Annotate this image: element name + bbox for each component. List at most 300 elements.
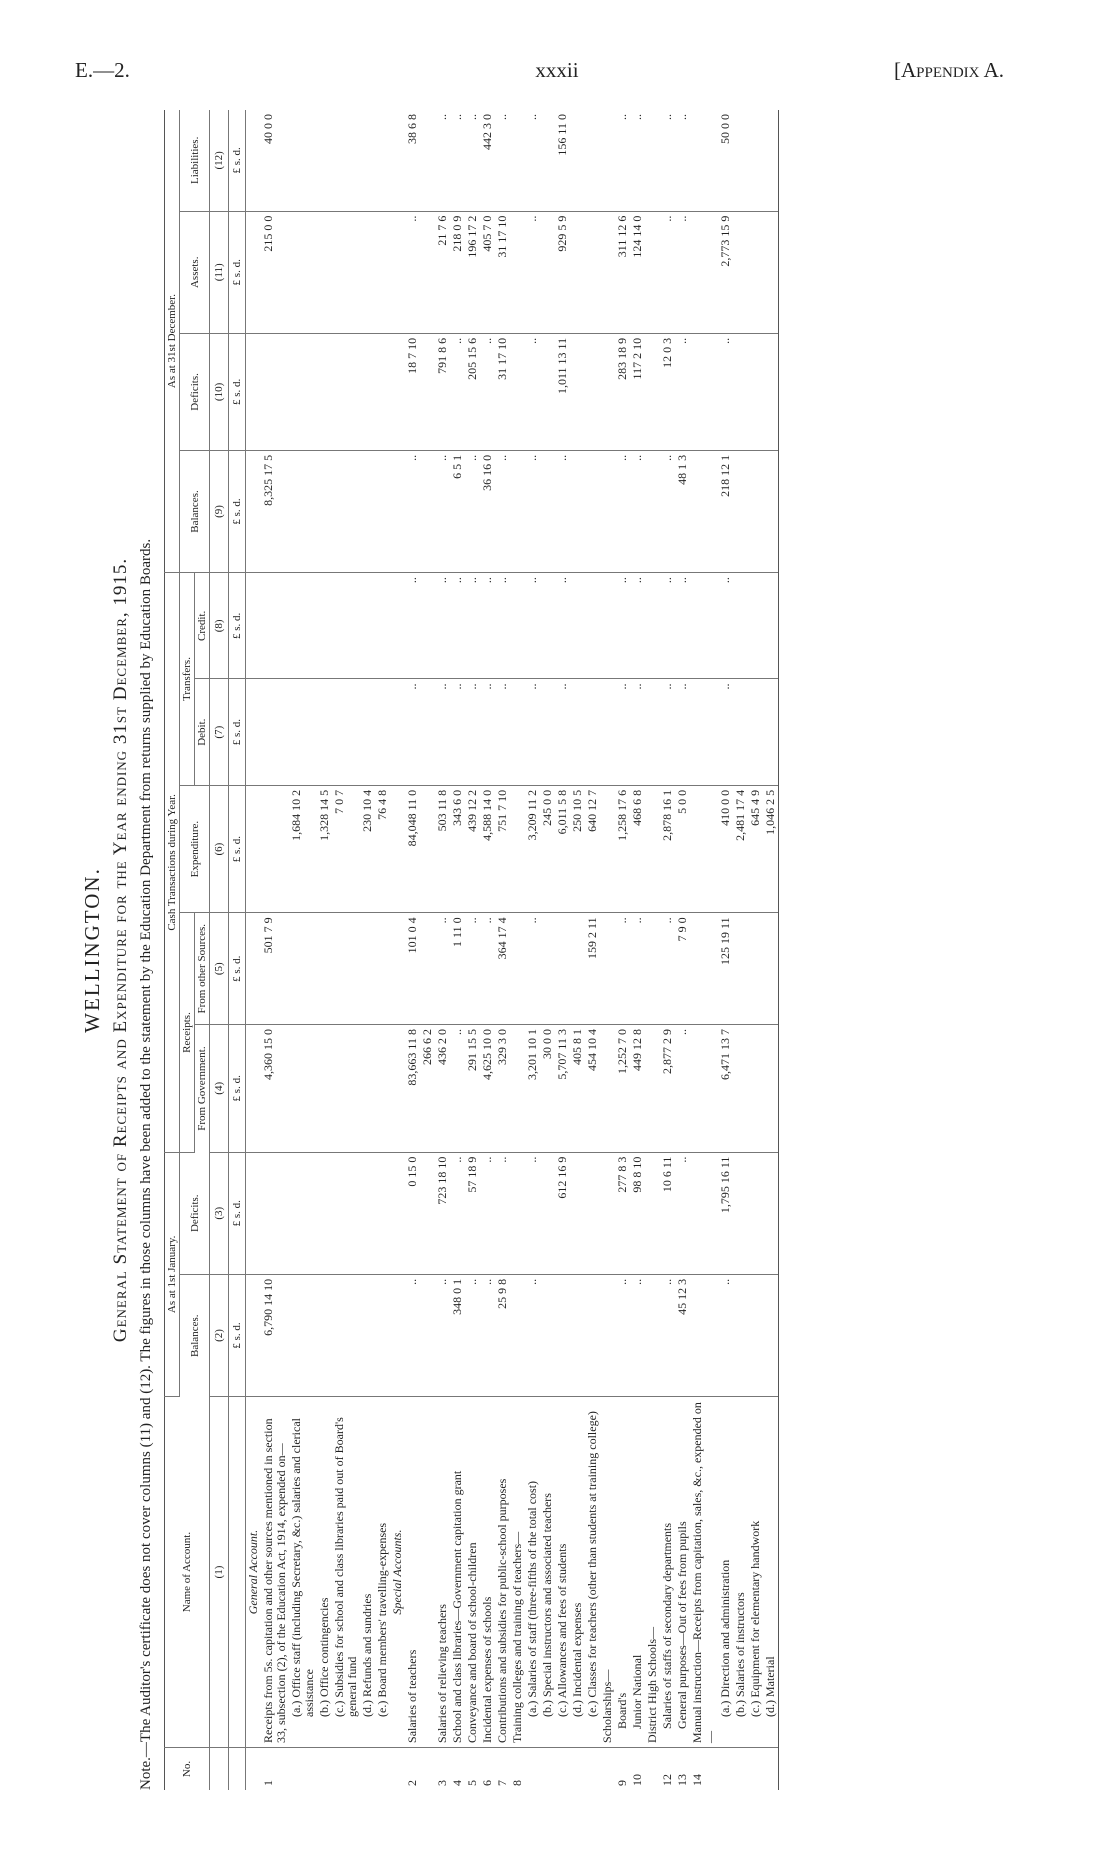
cell-c5 [360,913,375,1025]
unit-blank [229,1747,246,1790]
account-name: Salaries of relieving teachers [435,1397,450,1748]
cell-c12: .. [675,110,690,211]
cell-c2 [585,1274,600,1396]
cell-c4: 1,252 7 0 [615,1025,630,1153]
cell-c4 [246,1025,262,1153]
cell-c6 [420,785,435,913]
account-name: (a.) Office staff (including Secretary, &c.) salaries and clerical assistance [289,1397,317,1748]
account-name [420,1397,435,1748]
cell-c3 [375,1152,390,1274]
account-name: Incidental expenses of schools [480,1397,495,1748]
col-c10: Deficits. [180,333,210,450]
cell-c6: 84,048 11 0 [405,785,420,913]
cell-c2: .. [660,1274,675,1396]
cell-c8 [645,573,660,679]
cell-c9 [645,450,660,572]
cell-c2 [645,1274,660,1396]
account-name: (d.) Incidental expenses [570,1397,585,1748]
cell-c12: .. [435,110,450,211]
cell-c6 [645,785,660,913]
cell-c5 [690,913,718,1025]
cell-c6: 468 6 8 [630,785,645,913]
table-row [495,110,510,1790]
cell-c8: .. [480,573,495,679]
unit-12: £ s. d. [229,110,246,211]
cell-c12 [645,110,660,211]
cell-c7: .. [435,679,450,785]
cell-c7 [510,679,525,785]
row-number [420,1747,435,1790]
cell-c6: 439 12 2 [465,785,480,913]
unit-7: £ s. d. [229,679,246,785]
cell-c8: .. [615,573,630,679]
cell-c4: 6,471 13 7 [718,1025,733,1153]
cell-c9: 6 5 1 [450,450,465,572]
cell-c11: 218 0 9 [450,211,465,333]
cell-c7 [540,679,555,785]
cell-c3 [317,1152,332,1274]
cell-c12 [390,110,405,211]
unit-4: £ s. d. [229,1025,246,1153]
cell-c5 [375,913,390,1025]
colnum-12: (12) [210,110,229,211]
cell-c5: .. [525,913,540,1025]
cell-c5: 101 0 4 [405,913,420,1025]
cell-c6: 1,258 17 6 [615,785,630,913]
cell-c8: .. [405,573,420,679]
cell-c11 [289,211,317,333]
table-row [317,110,332,1790]
cell-c4: .. [675,1025,690,1153]
cell-c5 [570,913,585,1025]
cell-c2 [420,1274,435,1396]
table-row [465,110,480,1790]
cell-c6: 76 4 8 [375,785,390,913]
cell-c7 [375,679,390,785]
cell-c8 [540,573,555,679]
colnum-6: (6) [210,785,229,913]
cell-c11: .. [405,211,420,333]
cell-c4 [510,1025,525,1153]
cell-c5: 1 11 0 [450,913,465,1025]
cell-c7: .. [495,679,510,785]
account-name: (e.) Classes for teachers (other than students at training college) [585,1397,600,1748]
cell-c10: 31 17 10 [495,333,510,450]
cell-c3 [733,1152,748,1274]
cell-c10 [585,333,600,450]
cell-c10 [289,333,317,450]
cell-c3: 10 6 11 [660,1152,675,1274]
cell-c12: 442 3 0 [480,110,495,211]
cell-c6: 4,588 14 0 [480,785,495,913]
cell-c4 [317,1025,332,1153]
cell-c8 [360,573,375,679]
cell-c3: .. [525,1152,540,1274]
cell-c4: 405 8 1 [570,1025,585,1153]
cell-c7 [600,679,615,785]
cell-c9 [246,450,262,572]
cell-c10 [261,333,289,450]
cell-c8: .. [435,573,450,679]
cell-c10 [317,333,332,450]
cell-c5: .. [465,913,480,1025]
cell-c11 [420,211,435,333]
cell-c5: 501 7 9 [261,913,289,1025]
cell-c9 [420,450,435,572]
account-name: (c.) Equipment for elementary handwork [748,1397,763,1748]
cell-c7 [390,679,405,785]
account-name: Salaries of staffs of secondary departments [660,1397,675,1748]
cell-c4: 266 6 2 [420,1025,435,1153]
cell-c10: 791 8 6 [435,333,450,450]
cell-c4: 329 3 0 [495,1025,510,1153]
cell-c5 [763,913,779,1025]
cell-c12 [246,110,262,211]
colnum-8: (8) [210,573,229,679]
cell-c6: 343 6 0 [450,785,465,913]
cell-c3: 612 16 9 [555,1152,570,1274]
cell-c5 [555,913,570,1025]
cell-c10: .. [525,333,540,450]
cell-c4 [600,1025,615,1153]
doc-subtitle: General Statement of Receipts and Expenditure for the Year ending 31st December, 1915. [110,557,131,1343]
row-number [570,1747,585,1790]
row-number [317,1747,332,1790]
colnum-1: (1) [210,1397,229,1748]
cell-c9: .. [660,450,675,572]
cell-c12 [570,110,585,211]
col-c9: Balances. [180,450,210,572]
cell-c4 [733,1025,748,1153]
cell-c7 [261,679,289,785]
cell-c2 [690,1274,718,1396]
cell-c11: 929 5 9 [555,211,570,333]
cell-c3: 277 8 3 [615,1152,630,1274]
cell-c10 [645,333,660,450]
cell-c7 [246,679,262,785]
cell-c11: 2,773 15 9 [718,211,733,333]
row-number [645,1747,660,1790]
cell-c12: .. [660,110,675,211]
cell-c11 [733,211,748,333]
cell-c8 [332,573,360,679]
row-number: 6 [480,1780,494,1786]
table-row [435,110,450,1790]
cell-c6: 751 7 10 [495,785,510,913]
colnum-blank [210,1747,229,1790]
row-number [555,1747,570,1790]
cell-c8 [261,573,289,679]
account-name: (d.) Refunds and sundries [360,1397,375,1748]
cell-c12: .. [525,110,540,211]
cell-c8: .. [555,573,570,679]
cell-c12 [510,110,525,211]
cell-c7: .. [480,679,495,785]
account-name: District High Schools— [645,1397,660,1748]
cell-c3 [585,1152,600,1274]
cell-c2: 6,790 14 10 [261,1274,289,1396]
account-name: Special Accounts. [390,1397,405,1748]
table-row [585,110,600,1790]
cell-c11: 21 7 6 [435,211,450,333]
cell-c5: 125 19 11 [718,913,733,1025]
cell-c2: .. [435,1274,450,1396]
cell-c7: .. [450,679,465,785]
cell-c9: .. [435,450,450,572]
cell-c9 [600,450,615,572]
cell-c3: .. [450,1152,465,1274]
cell-c8 [733,573,748,679]
cell-c3 [748,1152,763,1274]
cell-c8: .. [630,573,645,679]
unit-2: £ s. d. [229,1274,246,1396]
cell-c4: 4,360 15 0 [261,1025,289,1153]
cell-c3 [540,1152,555,1274]
col-c11: Assets. [180,211,210,333]
table-row [360,110,375,1790]
cell-c10 [690,333,718,450]
cell-c8 [763,573,779,679]
cell-c7 [763,679,779,785]
cell-c8: .. [718,573,733,679]
table-row [555,110,570,1790]
cell-c5: 159 2 11 [585,913,600,1025]
cell-c5 [748,913,763,1025]
cell-c8 [317,573,332,679]
cell-c4 [289,1025,317,1153]
cell-c4: 30 0 0 [540,1025,555,1153]
cell-c5: .. [630,913,645,1025]
cell-c4 [390,1025,405,1153]
account-name: Scholarships— [600,1397,615,1748]
table-head [165,110,246,1790]
colnum-7: (7) [210,679,229,785]
cell-c4 [690,1025,718,1153]
cell-c12 [763,110,779,211]
cell-c5 [332,913,360,1025]
cell-c10: 205 15 6 [465,333,480,450]
cell-c2: .. [630,1274,645,1396]
cell-c2: .. [480,1274,495,1396]
cell-c3: 98 8 10 [630,1152,645,1274]
account-name: General purposes—Out of fees from pupils [675,1397,690,1748]
table-row [289,110,317,1790]
cell-c6: 230 10 4 [360,785,375,913]
col-c12: Liabilities. [180,110,210,211]
table-body [246,110,779,1790]
cell-c8: .. [660,573,675,679]
account-name: Manual instruction—Receipts from capitation, sales, &c., expended on— [690,1397,718,1748]
table-row [645,110,660,1790]
cell-c3 [332,1152,360,1274]
cell-c3 [645,1152,660,1274]
account-name: Junior National [630,1397,645,1748]
table-row [570,110,585,1790]
cell-c11 [645,211,660,333]
cell-c7 [733,679,748,785]
cell-c10 [332,333,360,450]
cell-c3 [420,1152,435,1274]
table-row [405,110,420,1790]
cell-c5: .. [480,913,495,1025]
col-c8: Credit. [195,573,210,679]
account-name: (e.) Board members' travelling-expenses [375,1397,390,1748]
cell-c9: 48 1 3 [675,450,690,572]
table-row [660,110,675,1790]
cell-c11: 215 0 0 [261,211,289,333]
cell-c4: 3,201 10 1 [525,1025,540,1153]
account-name: Contributions and subsidies for public-school purposes [495,1397,510,1748]
cell-c12 [748,110,763,211]
cell-c12 [585,110,600,211]
cell-c11: 124 14 0 [630,211,645,333]
unit-11: £ s. d. [229,211,246,333]
cell-c9: 8,325 17 5 [261,450,289,572]
table-row [600,110,615,1790]
unit-8: £ s. d. [229,573,246,679]
cell-c4 [375,1025,390,1153]
cell-c9: .. [555,450,570,572]
cell-c10 [540,333,555,450]
account-name: (d.) Material [763,1397,779,1748]
cell-c10 [600,333,615,450]
cell-c12: 38 6 8 [405,110,420,211]
cell-c3 [510,1152,525,1274]
table-row [733,110,748,1790]
cell-c3: 723 18 10 [435,1152,450,1274]
cell-c2: .. [405,1274,420,1396]
cell-c11 [763,211,779,333]
colnum-5: (5) [210,913,229,1025]
col-name: Name of Account. [165,1397,210,1748]
cell-c4 [763,1025,779,1153]
page-ref-left: E.—2. [75,58,130,82]
cell-c3 [289,1152,317,1274]
cell-c2 [540,1274,555,1396]
cell-c2 [332,1274,360,1396]
table-row [375,110,390,1790]
cell-c11 [570,211,585,333]
cell-c9: .. [630,450,645,572]
cell-c6: 1,046 2 5 [763,785,779,913]
cell-c12 [690,110,718,211]
cell-c9 [690,450,718,572]
unit-3: £ s. d. [229,1152,246,1274]
cell-c7: .. [465,679,480,785]
cell-c6: 640 12 7 [585,785,600,913]
cell-c2 [510,1274,525,1396]
cell-c3: .. [480,1152,495,1274]
cell-c6: 2,878 16 1 [660,785,675,913]
cell-c4: 5,707 11 3 [555,1025,570,1153]
table-row [718,110,733,1790]
row-number [525,1747,540,1790]
cell-c3 [690,1152,718,1274]
cell-c11 [332,211,360,333]
cell-c7 [289,679,317,785]
cell-c2: .. [525,1274,540,1396]
colnum-10: (10) [210,333,229,450]
cell-c11: .. [675,211,690,333]
cell-c8 [289,573,317,679]
cell-c11 [690,211,718,333]
cell-c9 [733,450,748,572]
account-name: (c.) Allowances and fees of students [555,1397,570,1748]
cell-c12 [375,110,390,211]
cell-c11: 31 17 10 [495,211,510,333]
cell-c2: 348 0 1 [450,1274,465,1396]
cell-c7 [690,679,718,785]
cell-c5 [289,913,317,1025]
cell-c11 [510,211,525,333]
cell-c5 [317,913,332,1025]
cell-c3: .. [675,1152,690,1274]
cell-c6: 5 0 0 [675,785,690,913]
cell-c10: 1,011 13 11 [555,333,570,450]
row-number [748,1747,763,1790]
cell-c4: 2,877 2 9 [660,1025,675,1153]
cell-c6 [246,785,262,913]
cell-c9 [510,450,525,572]
cell-c12 [733,110,748,211]
cell-c9 [540,450,555,572]
cell-c10 [420,333,435,450]
cell-c8 [585,573,600,679]
colnum-4: (4) [210,1025,229,1153]
cell-c10: .. [718,333,733,450]
unit-10: £ s. d. [229,333,246,450]
cell-c12 [420,110,435,211]
cell-c5: 7 9 0 [675,913,690,1025]
cell-c8 [246,573,262,679]
cell-c7: .. [405,679,420,785]
table-row [690,110,718,1790]
cell-c11 [585,211,600,333]
cell-c8 [570,573,585,679]
cell-c10 [510,333,525,450]
cell-c11 [317,211,332,333]
cell-c10 [570,333,585,450]
cell-c7 [748,679,763,785]
cell-c11: 196 17 2 [465,211,480,333]
cell-c5: 364 17 4 [495,913,510,1025]
cell-c10 [246,333,262,450]
cell-c2 [375,1274,390,1396]
row-number: 10 [630,1774,644,1786]
table-row [615,110,630,1790]
col-c2: Balances. [180,1274,210,1396]
cell-c5: .. [435,913,450,1025]
cell-c9: .. [495,450,510,572]
row-number: 12 [660,1774,674,1786]
cell-c12: .. [615,110,630,211]
row-number: 1 [261,1780,275,1786]
cell-c2: .. [718,1274,733,1396]
cell-c11 [360,211,375,333]
cell-c11: 405 7 0 [480,211,495,333]
col-no: No. [165,1747,210,1790]
row-number: 9 [615,1780,629,1786]
cell-c9: .. [465,450,480,572]
cell-c10 [375,333,390,450]
cell-c9 [390,450,405,572]
cell-c6: 7 0 7 [332,785,360,913]
cell-c12: 50 0 0 [718,110,733,211]
cell-c4 [748,1025,763,1153]
cell-c5: .. [615,913,630,1025]
cell-c3 [763,1152,779,1274]
unit-blank [229,1397,246,1748]
